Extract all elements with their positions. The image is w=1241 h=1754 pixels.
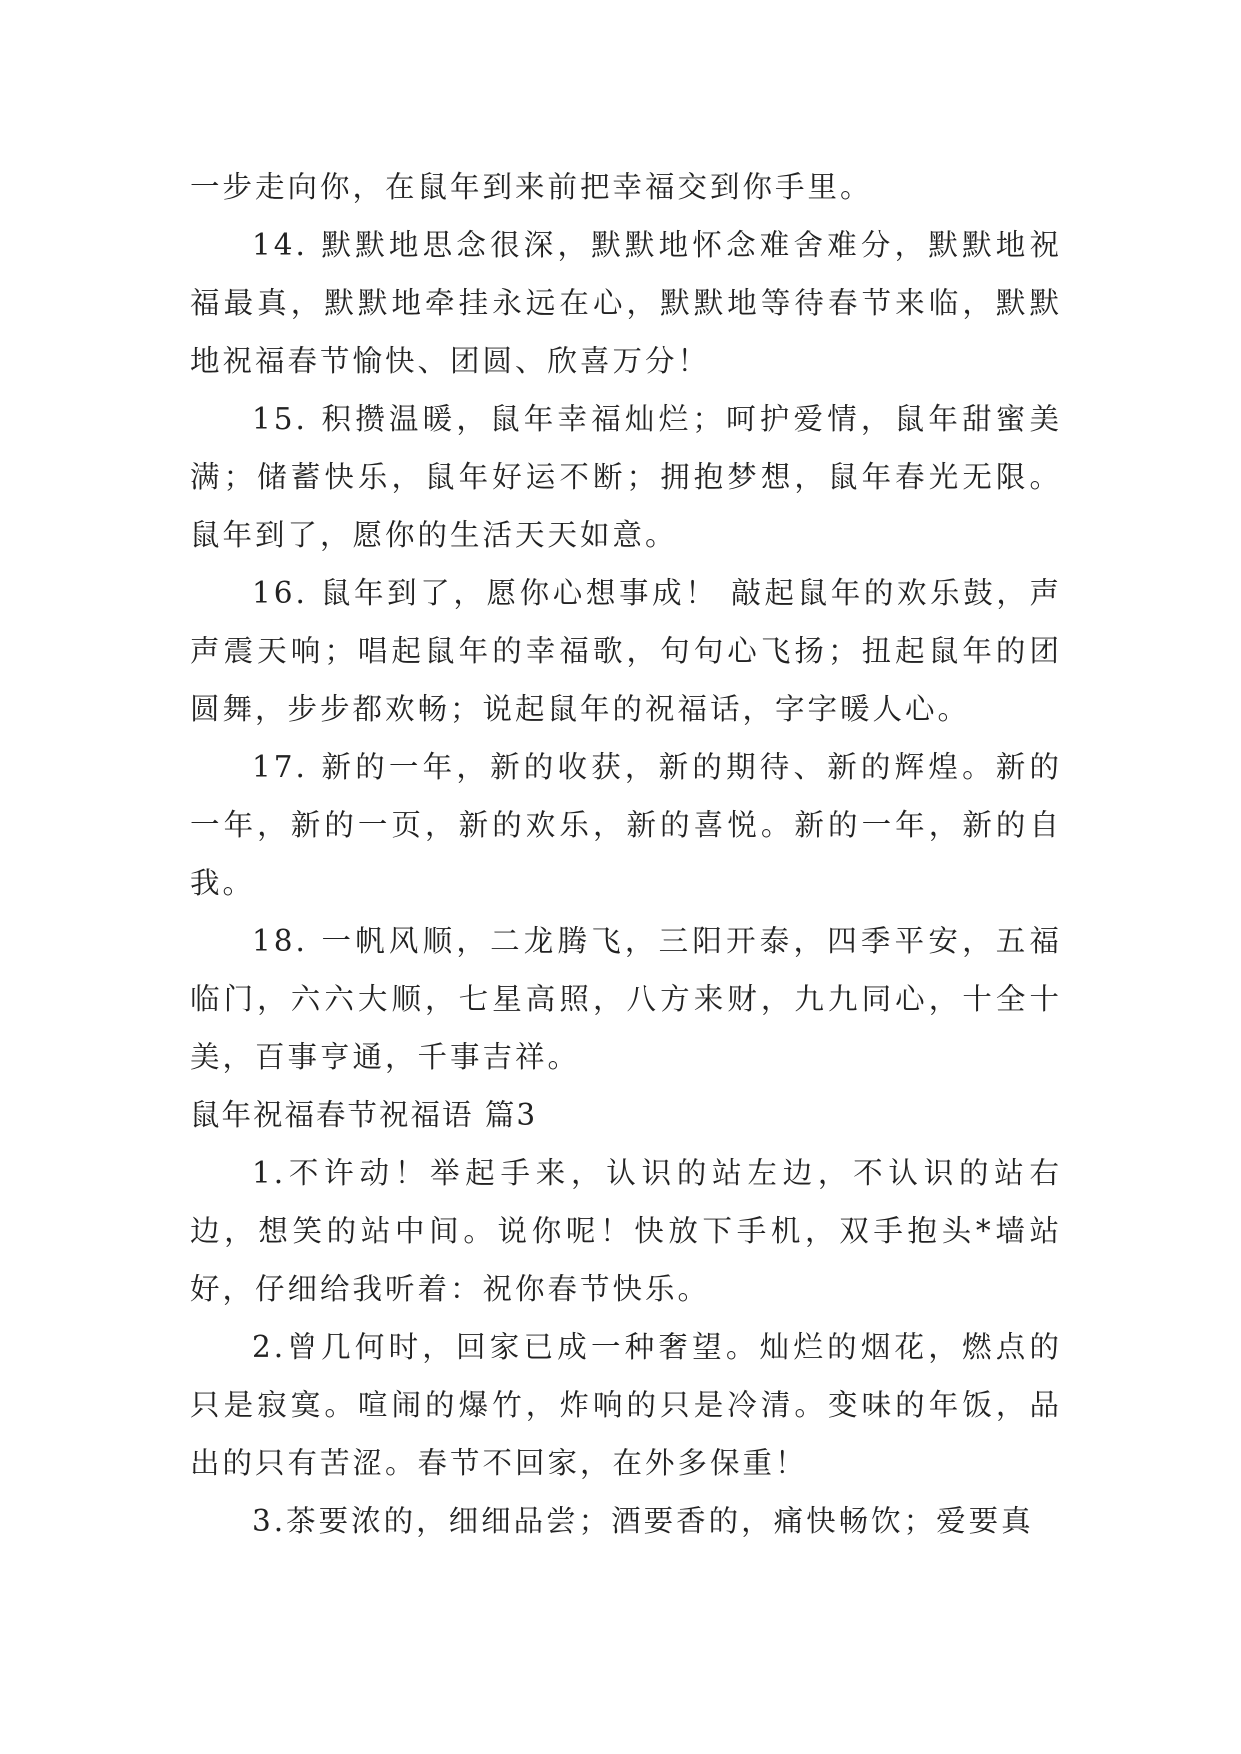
paragraph-17: 17. 新的一年，新的收获，新的期待、新的辉煌。新的一年，新的一页，新的欢乐，新的喜悦。新的一年，新的自我。 [190, 750, 1062, 900]
paragraph-continuation: 一步走向你，在鼠年到来前把幸福交到你手里。 [190, 170, 873, 204]
section3-paragraph-1: 1.不许动！举起手来，认识的站左边，不认识的站右边，想笑的站中间。说你呢！快放下手机，双手抱头*墙站好，仔细给我听着：祝你春节快乐。 [190, 1156, 1062, 1306]
section3-paragraph-3: 3.茶要浓的，细细品尝；酒要香的，痛快畅饮；爱要真 [252, 1504, 1034, 1538]
paragraph-18: 18. 一帆风顺，二龙腾飞，三阳开泰，四季平安，五福临门，六六大顺，七星高照，八方来财，九九同心，十全十美，百事亨通，千事吉祥。 [190, 924, 1062, 1074]
document-body [190, 158, 1062, 1550]
paragraph-16: 16. 鼠年到了，愿你心想事成！ 敲起鼠年的欢乐鼓，声声震天响；唱起鼠年的幸福歌，句句心飞扬；扭起鼠年的团圆舞，步步都欢畅；说起鼠年的祝福话，字字暖人心。 [190, 576, 1062, 726]
section-heading: 鼠年祝福春节祝福语 篇3 [190, 1098, 538, 1132]
section3-paragraph-2: 2.曾几何时，回家已成一种奢望。灿烂的烟花，燃点的只是寂寞。喧闹的爆竹，炸响的只是冷清。变味的年饭，品出的只有苦涩。春节不回家，在外多保重！ [190, 1330, 1062, 1480]
paragraph-15: 15. 积攒温暖，鼠年幸福灿烂；呵护爱情，鼠年甜蜜美满；储蓄快乐，鼠年好运不断；拥抱梦想，鼠年春光无限。鼠年到了，愿你的生活天天如意。 [190, 402, 1062, 552]
paragraph-14: 14. 默默地思念很深，默默地怀念难舍难分，默默地祝福最真，默默地牵挂永远在心，默默地等待春节来临，默默地祝福春节愉快、团圆、欣喜万分！ [190, 228, 1062, 378]
